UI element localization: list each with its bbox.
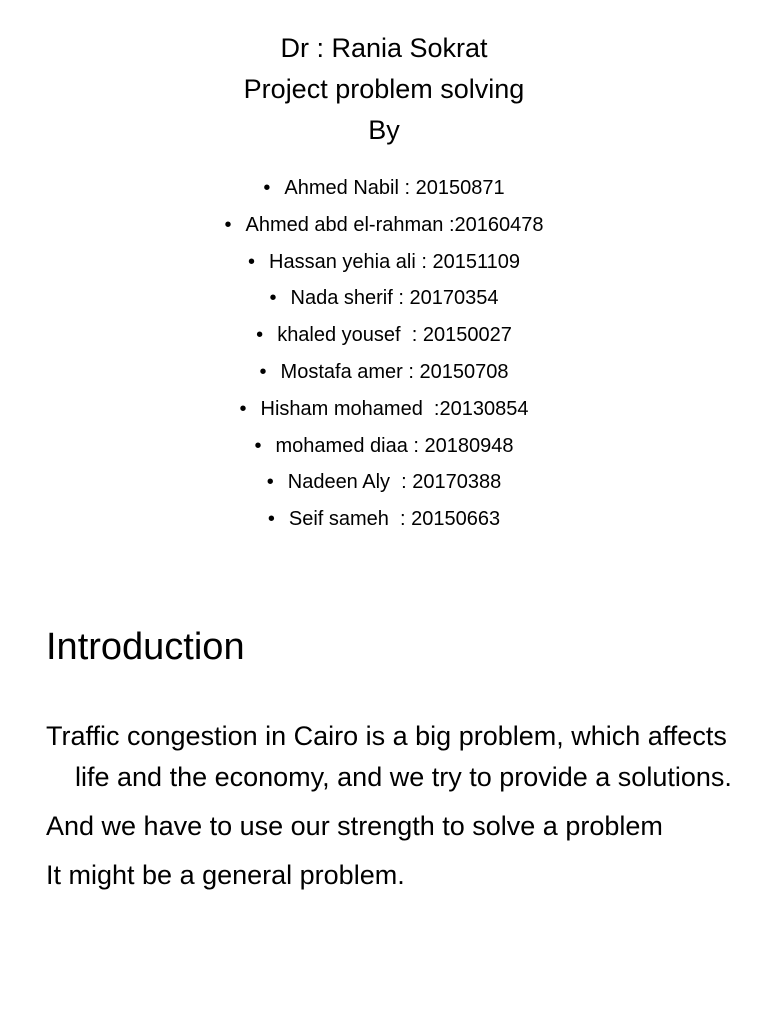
bullet-icon: • xyxy=(256,324,264,347)
instructor-line: Dr : Rania Sokrat xyxy=(280,33,488,63)
member-entry: Nada sherif : 20170354 xyxy=(290,287,499,310)
bullet-icon: • xyxy=(248,250,256,273)
list-item xyxy=(0,170,768,207)
paragraph: And we have to use our strength to solve a problem xyxy=(46,811,663,841)
bullet-icon: • xyxy=(263,177,271,199)
bullet-icon: • xyxy=(259,360,267,383)
paragraph: It might be a general problem. xyxy=(46,860,405,890)
member-entry: Nadeen Aly : 20170388 xyxy=(287,471,502,494)
slide-heading: Introduction xyxy=(46,626,245,668)
bullet-icon: • xyxy=(266,471,274,494)
introduction-body xyxy=(46,716,736,904)
bullet-icon: • xyxy=(267,508,275,531)
member-entry: Ahmed Nabil : 20150871 xyxy=(284,177,505,199)
list-item xyxy=(0,501,768,538)
member-entry: Mostafa amer : 20150708 xyxy=(280,360,509,383)
member-entry: mohamed diaa : 20180948 xyxy=(275,434,514,457)
list-item xyxy=(0,207,768,244)
member-entry: khaled yousef : 20150027 xyxy=(277,324,512,347)
list-item xyxy=(0,244,768,281)
bullet-icon: • xyxy=(254,434,262,457)
team-member-list xyxy=(0,170,768,538)
bullet-icon: • xyxy=(269,287,277,310)
list-item xyxy=(0,354,768,391)
by-line: By xyxy=(368,115,400,145)
list-item xyxy=(0,280,768,317)
paragraph: Traffic congestion in Cairo is a big problem, which affects life and the economy, and we try to provide a solutions. xyxy=(46,721,732,792)
bullet-icon: • xyxy=(224,213,232,236)
list-item xyxy=(0,391,768,428)
member-entry: Ahmed abd el-rahman :20160478 xyxy=(245,213,544,236)
list-item xyxy=(0,317,768,354)
bullet-icon: • xyxy=(239,397,247,420)
list-item xyxy=(0,428,768,465)
member-entry: Seif sameh : 20150663 xyxy=(288,508,501,531)
member-entry: Hisham mohamed :20130854 xyxy=(260,397,529,420)
member-entry: Hassan yehia ali : 20151109 xyxy=(269,250,520,273)
title-block xyxy=(0,28,768,151)
list-item xyxy=(0,464,768,501)
project-title: Project problem solving xyxy=(243,74,525,104)
